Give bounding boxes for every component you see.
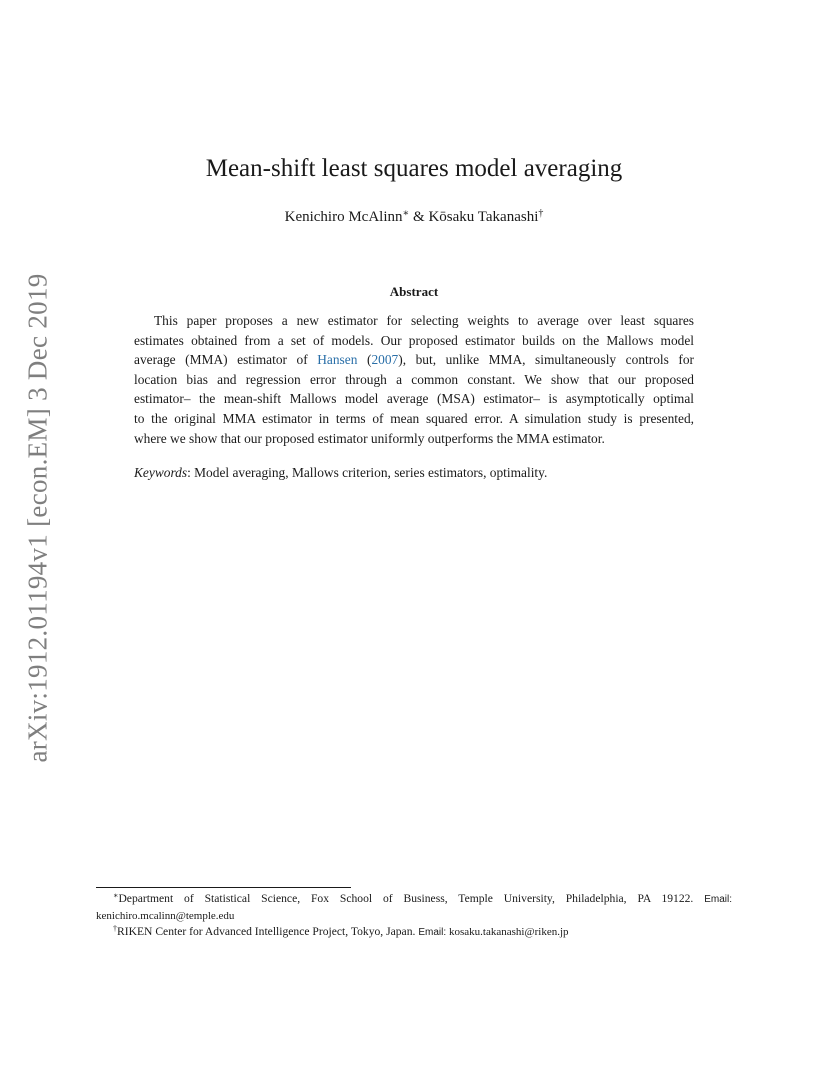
author-mcalinn: Kenichiro McAlinn [284,209,403,225]
footnote-2-mark: † [113,924,117,933]
keywords [134,463,694,483]
author-takanashi: Kōsaku Takanashi [428,209,539,225]
paper-title: Mean-shift least squares model averaging [205,155,623,182]
citation-hansen-link[interactable]: Hansen [317,352,358,368]
abstract-line-3-rest: ), but, unlike MMA, simultaneously controls for [398,352,694,368]
abstract-heading: Abstract [389,284,439,299]
footnote-1-email-line [96,908,732,924]
abstract-line-3 [134,350,694,370]
abstract-line-5: estimator– the mean-shift Mallows model average (MSA) estimator– is asymptotically optimal [134,391,694,407]
arxiv-identifier: arXiv:1912.01194v1 [econ.EM] 3 Dec 2019 [22,272,53,763]
abstract-line-3-text: average (MMA) estimator of [134,352,318,368]
footnotes [96,891,732,941]
footnote-2-email[interactable]: kosaku.takanashi@riken.jp [449,926,569,938]
citation-paren: ( [357,352,372,368]
footnote-2-text: RIKEN Center for Advanced Intelligence Project, Tokyo, Japan. [117,925,416,938]
abstract-line-4: location bias and regression error through a common constant. We show that our proposed [134,371,694,387]
author-separator: & [409,209,429,225]
abstract-body [134,311,694,448]
abstract-line-2: estimates obtained from a set of models. Our proposed estimator builds on the Mallows model [134,332,694,348]
abstract-line-1: This paper proposes a new estimator for selecting weights to average over least squares [154,313,694,328]
arxiv-identifier-stamp [16,270,60,765]
keywords-label: Keywords [134,465,188,480]
footnote-2 [96,924,732,941]
footnote-mark-2[interactable]: † [538,208,544,219]
abstract-line-7: where we show that our proposed estimator uniformly outperforms the MMA estimator. [134,430,605,446]
footnote-divider [96,887,351,888]
footnote-1-text: Department of Statistical Science, Fox School of Business, Temple University, Philadelphia, PA 19122. [118,892,694,905]
footnote-1-email-label: Email: [704,894,732,905]
footnote-1-mark: ∗ [113,891,119,900]
author-line [0,206,828,228]
citation-year-link[interactable]: 2007 [371,352,399,368]
footnote-mark-1[interactable]: ∗ [402,208,410,219]
abstract-line-6: to the original MMA estimator in terms of mean squared error. A simulation study is presented, [134,410,694,426]
footnote-1-email[interactable]: kenichiro.mcalinn@temple.edu [96,910,235,922]
footnote-1 [96,891,732,908]
keywords-text: : Model averaging, Mallows criterion, series estimators, optimality. [187,465,548,480]
footnote-2-email-label: Email: [418,927,447,938]
